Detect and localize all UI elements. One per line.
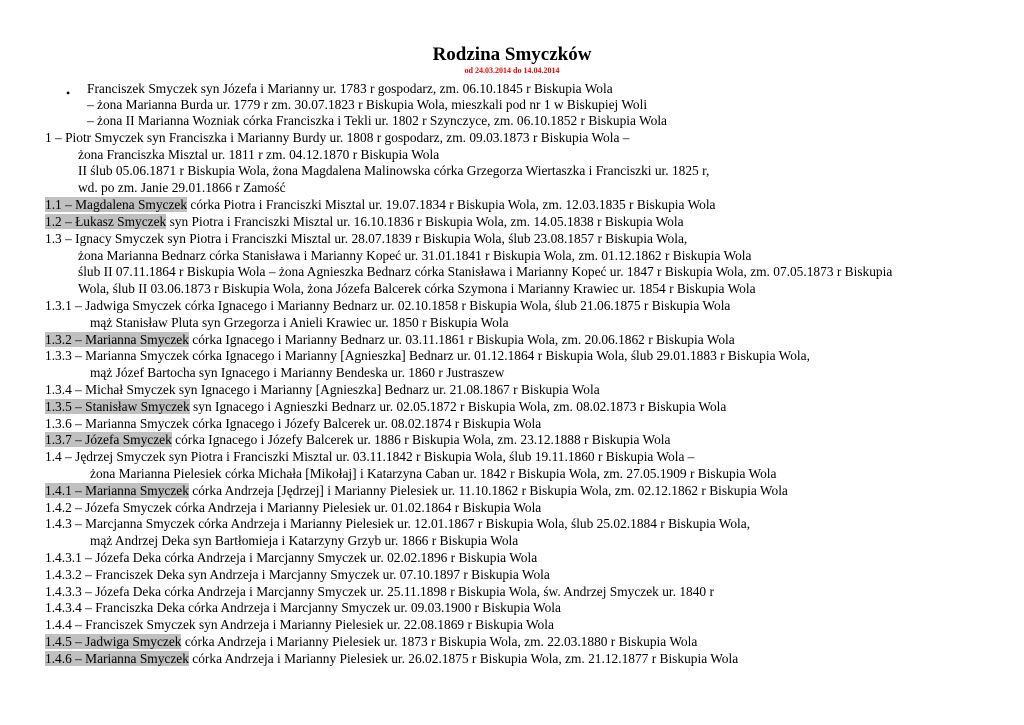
entry-franciszek-wife-1: – żona Marianna Burda ur. 1779 r zm. 30.07.1823 r Biskupia Wola, mieszkali pod nr 1 w Biskupiej Woli — [87, 97, 648, 112]
entry-1-3-4: 1.3.4 – Michał Smyczek syn Ignacego i Marianny [Agnieszka] Bednarz ur. 21.08.1867 r Biskupia Wola — [45, 382, 600, 397]
date-range-subtitle: od 24.03.2014 do 14.04.2014 — [464, 66, 560, 75]
entry-1-3-wife-3: Wola, ślub II 03.06.1873 r Biskupia Wola, żona Józefa Balcerek córka Szymona i Marianny Krawiec ur. 1854 r Biskupia Wola — [78, 281, 756, 296]
entry-1-3: 1.3 – Ignacy Smyczek syn Piotra i Franciszki Misztal ur. 28.07.1839 r Biskupia Wola, ślub 23.08.1857 r Biskupia Wola, — [45, 231, 688, 246]
entry-franciszek-wife-2: – żona II Marianna Wozniak córka Franciszka i Tekli ur. 1802 r Szynczyce, zm. 06.10.1852 r Biskupia Wola — [87, 113, 667, 128]
document-title: Rodzina Smyczków — [432, 44, 592, 65]
entry-1-3-3-husband: mąż Józef Bartocha syn Ignacego i Marianny Bendeska ur. 1860 r Justraszew — [90, 365, 505, 380]
entry-1-4: 1.4 – Jędrzej Smyczek syn Piotra i Franciszki Misztal ur. 03.11.1842 r Biskupia Wola, ślub 19.11.1860 r Biskupia Wola – — [45, 449, 695, 464]
bullet-icon: • — [66, 86, 71, 100]
entry-1-piotr-wife: żona Franciszka Misztal ur. 1811 r zm. 04.12.1870 r Biskupia Wola — [78, 147, 440, 162]
entry-1-1 — [45, 196, 716, 213]
highlighted-name: 1.3.2 – Marianna Smyczek — [45, 332, 189, 347]
entry-1-3-7 — [45, 431, 670, 448]
highlighted-name: 1.4.1 – Marianna Smyczek — [45, 483, 189, 498]
entry-1-4-wife: żona Marianna Pielesiek córka Michała [Mikołaj] i Katarzyna Caban ur. 1842 r Biskupia Wola, zm. 27.05.1909 r Biskupia Wola — [90, 466, 777, 481]
entry-1-piotr: 1 – Piotr Smyczek syn Franciszka i Marianny Burdy ur. 1808 r gospodarz, zm. 09.03.1873 r Biskupia Wola – — [45, 130, 630, 145]
entry-1-4-3-3: 1.4.3.3 – Józefa Deka córka Andrzeja i Marcjanny Smyczek ur. 25.11.1898 r Biskupia Wola, św. Andrzej Smyczek ur. 1840 r — [45, 584, 714, 599]
highlighted-name: 1.4.6 – Marianna Smyczek — [45, 651, 189, 666]
entry-1-4-3-4: 1.4.3.4 – Franciszka Deka córka Andrzeja i Marcjanny Smyczek ur. 09.03.1900 r Biskupia Wola — [45, 600, 561, 615]
entry-text: córka Piotra i Franciszki Misztal ur. 19.07.1834 r Biskupia Wola, zm. 12.03.1835 r Biskupia Wola — [187, 197, 716, 212]
entry-franciszek: Franciszek Smyczek syn Józefa i Marianny ur. 1783 r gospodarz, zm. 06.10.1845 r Biskupia Wola — [87, 81, 613, 96]
entry-1-4-3-2: 1.4.3.2 – Franciszek Deka syn Andrzeja i Marcjanny Smyczek ur. 07.10.1897 r Biskupia Wola — [45, 567, 550, 582]
entry-text: córka Andrzeja i Marianny Pielesiek ur. 26.02.1875 r Biskupia Wola, zm. 21.12.1877 r Biskupia Wola — [188, 651, 739, 666]
entry-1-4-1 — [45, 482, 788, 499]
entry-text: syn Piotra i Franciszki Misztal ur. 16.10.1836 r Biskupia Wola, zm. 14.05.1838 r Biskupia Wola — [166, 214, 684, 229]
entry-1-piotr-marriage-2-cont: wd. po zm. Janie 29.01.1866 r Zamość — [78, 180, 286, 195]
entry-1-3-5 — [45, 398, 726, 415]
highlighted-name: 1.1 – Magdalena Smyczek — [45, 197, 188, 212]
entry-1-piotr-marriage-2: II ślub 05.06.1871 r Biskupia Wola, żona Magdalena Malinowska córka Grzegorza Wiertaszka i Franciszki ur. 1825 r, — [78, 163, 710, 178]
entry-text: córka Ignacego i Marianny Bednarz ur. 03.11.1861 r Biskupia Wola, zm. 20.06.1862 r Biskupia Wola — [188, 332, 735, 347]
entry-1-3-1: 1.3.1 – Jadwiga Smyczek córka Ignacego i Marianny Bednarz ur. 02.10.1858 r Biskupia Wola, ślub 21.06.1875 r Biskupia Wola — [45, 298, 731, 313]
entry-1-4-4: 1.4.4 – Franciszek Smyczek syn Andrzeja i Marianny Pielesiek ur. 22.08.1869 r Biskupia Wola — [45, 617, 554, 632]
entry-1-4-3: 1.4.3 – Marcjanna Smyczek córka Andrzeja i Marianny Pielesiek ur. 12.01.1867 r Biskupia Wola, ślub 25.02.1884 r Biskupia Wola, — [45, 516, 751, 531]
entry-1-3-2 — [45, 331, 735, 348]
entry-1-3-6: 1.3.6 – Marianna Smyczek córka Ignacego i Józefy Balcerek ur. 08.02.1874 r Biskupia Wola — [45, 416, 542, 431]
highlighted-name: 1.3.7 – Józefa Smyczek — [45, 432, 172, 447]
entry-1-3-1-husband: mąż Stanisław Pluta syn Grzegorza i Anieli Krawiec ur. 1850 r Biskupia Wola — [90, 315, 509, 330]
highlighted-name: 1.4.5 – Jadwiga Smyczek — [45, 634, 182, 649]
entry-1-4-6 — [45, 650, 738, 667]
entry-text: córka Ignacego i Józefy Balcerek ur. 1886 r Biskupia Wola, zm. 23.12.1888 r Biskupia Wola — [171, 432, 671, 447]
entry-1-2 — [45, 213, 684, 230]
entry-1-3-wife-2: ślub II 07.11.1864 r Biskupia Wola – żona Agnieszka Bednarz córka Stanisława i Marianny Kopeć ur. 1847 r Biskupia Wola, zm. 07.05.1873 r Biskupia — [78, 264, 893, 279]
entry-1-4-5 — [45, 633, 697, 650]
entry-1-4-2: 1.4.2 – Józefa Smyczek córka Andrzeja i Marianny Pielesiek ur. 01.02.1864 r Biskupia Wola — [45, 500, 542, 515]
entry-1-3-wife-1: żona Marianna Bednarz córka Stanisława i Marianny Kopeć ur. 31.01.1841 r Biskupia Wola, zm. 01.12.1862 r Biskupia Wola — [78, 248, 752, 263]
entry-text: syn Ignacego i Agnieszki Bednarz ur. 02.05.1872 r Biskupia Wola, zm. 08.02.1873 r Biskupia Wola — [189, 399, 727, 414]
entry-text: córka Andrzeja [Jędrzej] i Marianny Pielesiek ur. 11.10.1862 r Biskupia Wola, zm. 02.12.1862 r Biskupia Wola — [188, 483, 788, 498]
highlighted-name: 1.2 – Łukasz Smyczek — [45, 214, 167, 229]
entry-1-3-3: 1.3.3 – Marianna Smyczek córka Ignacego i Marianny [Agnieszka] Bednarz ur. 01.12.1864 r Biskupia Wola, ślub 29.01.1883 r Biskupia Wola, — [45, 348, 810, 363]
entry-1-4-3-1: 1.4.3.1 – Józefa Deka córka Andrzeja i Marcjanny Smyczek ur. 02.02.1896 r Biskupia Wola — [45, 550, 538, 565]
highlighted-name: 1.3.5 – Stanisław Smyczek — [45, 399, 190, 414]
entry-text: córka Andrzeja i Marianny Pielesiek ur. 1873 r Biskupia Wola, zm. 22.03.1880 r Biskupia Wola — [181, 634, 698, 649]
entry-1-4-3-husband: mąż Andrzej Deka syn Bartłomieja i Katarzyny Grzyb ur. 1866 r Biskupia Wola — [90, 533, 519, 548]
